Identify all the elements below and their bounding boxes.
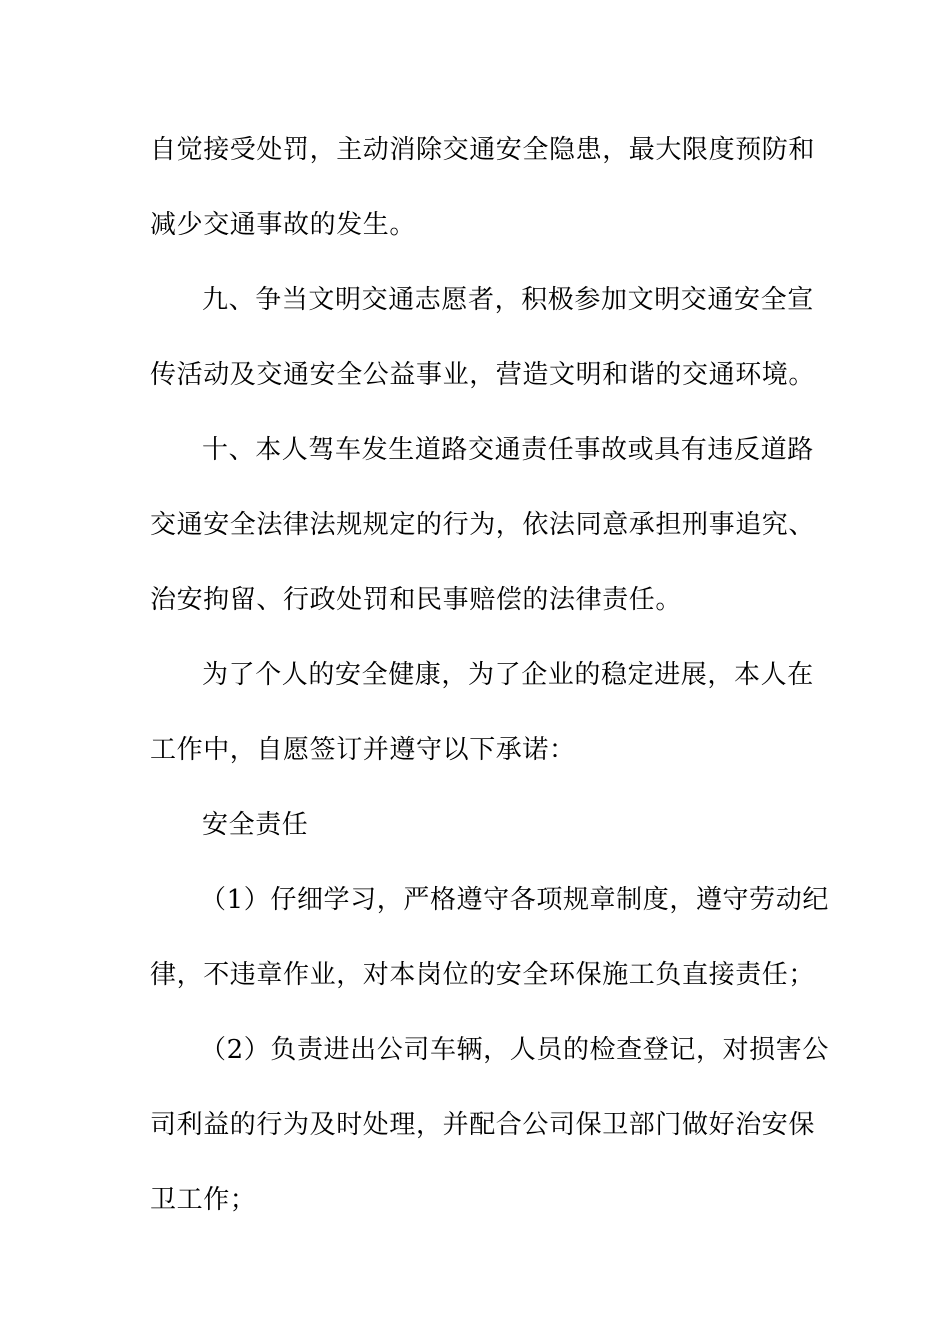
text-line: 卫工作； bbox=[150, 1185, 257, 1215]
paragraph-nine-start: 九、争当文明交通志愿者，积极参加文明交通安全宣 bbox=[202, 285, 814, 315]
text-line: 减少交通事故的发生。 bbox=[150, 210, 417, 240]
item-1-start: （1）仔细学习，严格遵守各项规章制度，遵守劳动纪 bbox=[200, 885, 829, 915]
item-2-start: （2）负责进出公司车辆，人员的检查登记，对损害公 bbox=[200, 1035, 829, 1065]
text-line: 律，不违章作业，对本岗位的安全环保施工负直接责任； bbox=[150, 960, 816, 990]
text-line: 传活动及交通安全公益事业，营造文明和谐的交通环境。 bbox=[150, 360, 816, 390]
commitment-intro: 为了个人的安全健康，为了企业的稳定进展，本人在 bbox=[202, 660, 814, 690]
text-line: 自觉接受处罚，主动消除交通安全隐患，最大限度预防和 bbox=[150, 135, 816, 165]
text-line: 司利益的行为及时处理，并配合公司保卫部门做好治安保 bbox=[150, 1110, 816, 1140]
text-line: 治安拘留、行政处罚和民事赔偿的法律责任。 bbox=[150, 585, 683, 615]
section-heading: 安全责任 bbox=[202, 810, 309, 840]
text-line: 交通安全法律法规规定的行为，依法同意承担刑事追究、 bbox=[150, 510, 816, 540]
text-line: 工作中，自愿签订并遵守以下承诺： bbox=[150, 735, 576, 765]
paragraph-ten-start: 十、本人驾车发生道路交通责任事故或具有违反道路 bbox=[202, 435, 814, 465]
